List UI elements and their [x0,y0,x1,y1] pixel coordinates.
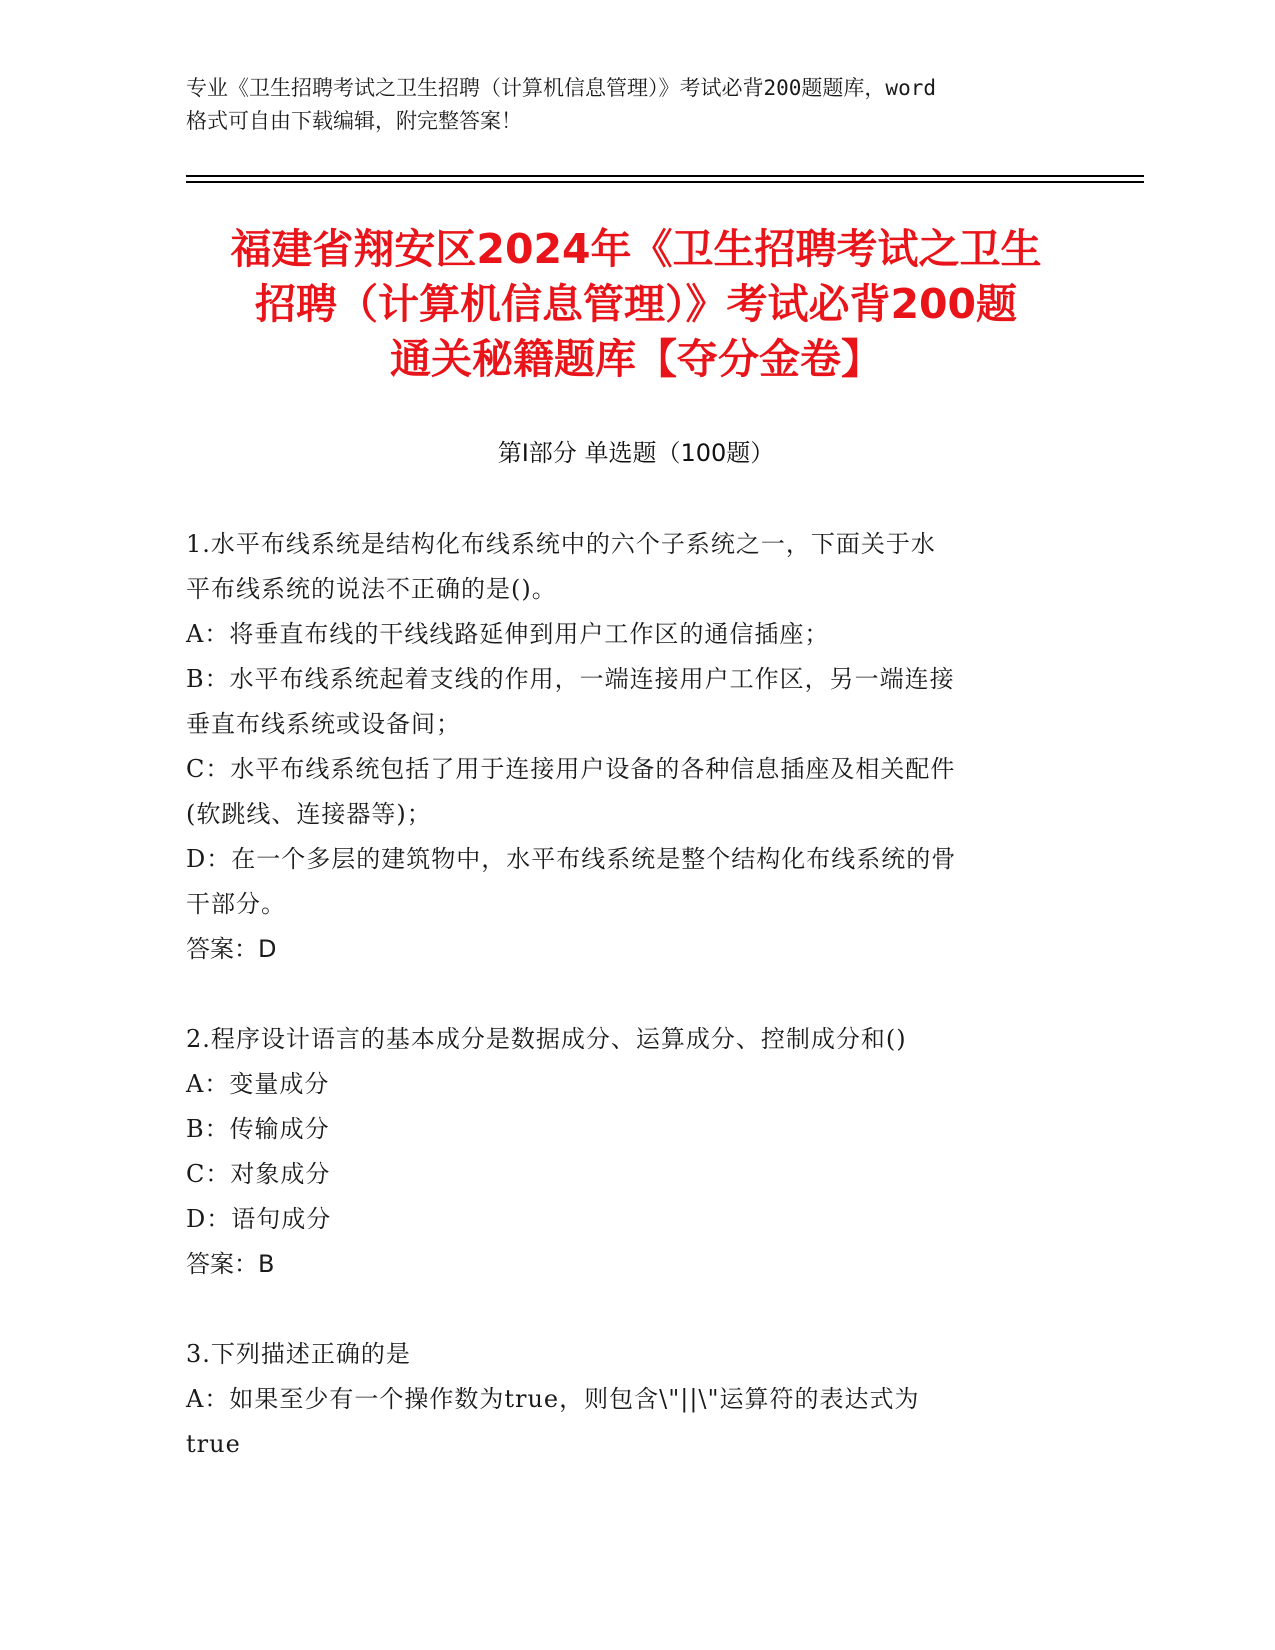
question-stem: 3.下列描述正确的是 [186,1340,411,1368]
header-note-line-2: 格式可自由下载编辑，附完整答案！ [186,109,522,133]
document-title [186,222,1086,387]
option-d: 干部分。 [186,890,286,918]
option-c: (软跳线、连接器等)； [186,800,432,828]
question-item [186,1332,1066,1467]
option-a: A：变量成分 [186,1070,330,1098]
option-d: D：语句成分 [186,1205,332,1233]
option-b: B：传输成分 [186,1115,330,1143]
question-item [186,522,1066,972]
header-note-line-1: 专业《卫生招聘考试之卫生招聘（计算机信息管理）》考试必背200题题库，word [186,76,936,100]
header-divider-top [186,175,1144,177]
answer-key: 答案：D [186,935,277,963]
option-b: 垂直布线系统或设备间； [186,710,461,738]
option-b: B：水平布线系统起着支线的作用，一端连接用户工作区，另一端连接 [186,665,955,693]
option-d: D：在一个多层的建筑物中，水平布线系统是整个结构化布线系统的骨 [186,845,957,873]
question-item [186,1017,1066,1287]
title-line-1: 福建省翔安区2024年《卫生招聘考试之卫生 [230,225,1042,273]
answer-key: 答案：B [186,1250,275,1278]
header-divider-bottom [186,181,1144,183]
option-a: A：将垂直布线的干线线路延伸到用户工作区的通信插座； [186,620,830,648]
option-c: C：水平布线系统包括了用于连接用户设备的各种信息插座及相关配件 [186,755,956,783]
document-header-note [186,72,1086,138]
question-list [186,522,1066,1512]
question-stem: 平布线系统的说法不正确的是()。 [186,575,557,603]
title-line-3: 通关秘籍题库【夺分金卷】 [390,335,882,383]
question-stem: 1.水平布线系统是结构化布线系统中的六个子系统之一，下面关于水 [186,530,936,558]
title-line-2: 招聘（计算机信息管理）》考试必背200题 [254,280,1018,328]
option-a: true [186,1430,241,1458]
option-c: C：对象成分 [186,1160,331,1188]
question-stem: 2.程序设计语言的基本成分是数据成分、运算成分、控制成分和() [186,1025,907,1053]
section-heading: 第Ⅰ部分 单选题（100题） [497,439,775,467]
option-a: A：如果至少有一个操作数为true，则包含\"||\"运算符的表达式为 [186,1385,920,1413]
